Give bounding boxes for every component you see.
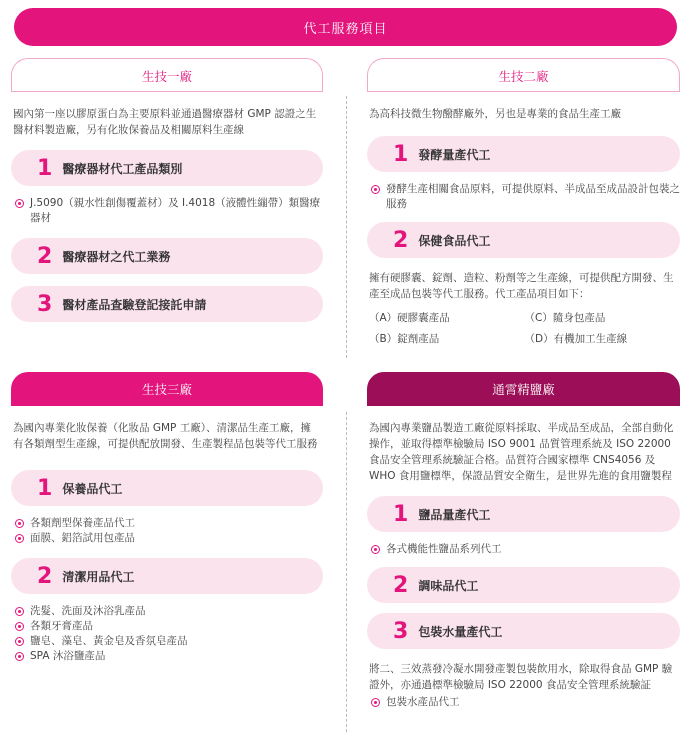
bullet-icon: [15, 622, 24, 631]
list-item: [11, 516, 323, 531]
list-item-text: 各類劑型保養產品代工: [30, 517, 135, 529]
divider: [346, 96, 347, 358]
section-intro: 為國內專業鹽品製造工廠從原料採取、半成品至成品，全部自動化操作，並取得標準檢驗局 ISO 9001 品質管理系統及 ISO 22000 食品安全管理系統驗証合格。品質符合國家標準 CNS4056 及 WHO 食用鹽標準，保證品質安全衛生，是世界先進的食用鹽製程: [369, 422, 674, 482]
bullet-icon: [15, 607, 24, 616]
item-description: 擁有硬膠囊、錠劑、造粒、粉劑等之生產線，可提供配方開發、生產至成品包裝等代工服務。代工產品項目如下：: [369, 272, 674, 300]
section-heading-label: 生技一廠: [141, 68, 192, 84]
list-item: [11, 604, 323, 619]
section-intro: 國內第一座以膠原蛋白為主要原料並通過醫療器材 GMP 認證之生醫材料製造廠，另有化妝保養品及相關原料生產線: [13, 108, 317, 136]
section-heading-label: 生技二廠: [498, 68, 549, 84]
item-number: 2: [393, 572, 409, 598]
product-item: （B）錠劑產品: [369, 333, 440, 345]
product-item: （D）有機加工生產線: [524, 333, 628, 345]
bullet-list: [367, 182, 680, 212]
page-title: 代工服務項目: [14, 8, 677, 46]
item-number: 2: [37, 243, 53, 269]
list-item-text: 各式機能性鹽品系列代工: [386, 543, 502, 555]
section-plant-3: [11, 372, 323, 664]
service-item: [367, 496, 680, 532]
bullet-list: [367, 542, 680, 557]
section-heading-label: 通霄精鹽廠: [492, 382, 555, 397]
bullet-list: [11, 516, 323, 546]
item-label: 清潔用品代工: [62, 569, 135, 584]
item-number: 1: [393, 501, 409, 527]
service-item: [11, 558, 323, 594]
item-label: 鹽品量產代工: [418, 507, 491, 522]
item-number: 3: [37, 291, 53, 317]
section-plant-1: [11, 58, 323, 322]
item-description: 將二、三效蒸發冷凝水開發產製包裝飲用水，除取得食品 GMP 驗證外，亦通過標準檢驗局 ISO 22000 食品安全管理系統驗証: [369, 663, 673, 691]
item-number: 1: [393, 141, 409, 167]
service-item: [11, 238, 323, 274]
section-salt-plant: [367, 372, 680, 710]
product-item: （A）硬膠囊產品: [369, 312, 450, 324]
bullet-icon: [15, 534, 24, 543]
list-item-text: 洗髮、洗面及沐浴乳產品: [30, 605, 146, 617]
list-item: [367, 182, 680, 212]
list-item: [11, 531, 323, 546]
section-intro: 為高科技微生物醱酵廠外，另也是專業的食品生產工廠: [369, 108, 621, 120]
section-plant-2: [367, 58, 680, 346]
list-item: [11, 196, 323, 226]
item-number: 3: [393, 618, 409, 644]
section-intro: 為國內專業化妝保養（化妝品 GMP 工廠）、清潔品生產工廠，擁有各類劑型生產線，可提供配放開發、生產製程品包裝等代工服務: [13, 422, 318, 450]
list-item-text: 包裝水產品代工: [386, 696, 460, 708]
service-item: [367, 222, 680, 258]
service-item: [11, 286, 323, 322]
section-heading-plant-2: [367, 58, 680, 92]
item-label: 包裝水量產代工: [418, 624, 503, 639]
list-item: [367, 542, 680, 557]
item-label: 保健食品代工: [418, 233, 491, 248]
item-number: 1: [37, 475, 53, 501]
item-label: 保養品代工: [62, 481, 123, 496]
service-item: [11, 150, 323, 186]
product-list: [367, 310, 680, 346]
item-number: 1: [37, 155, 53, 181]
item-number: 2: [393, 227, 409, 253]
list-item-text: 各類牙膏產品: [30, 620, 93, 632]
list-item-text: 發酵生產相關食品原料，可提供原料、半成品至成品設計包裝之服務: [386, 183, 680, 210]
bullet-list: [11, 604, 323, 664]
section-heading-salt-plant: [367, 372, 680, 406]
bullet-icon: [15, 637, 24, 646]
item-label: 醫療器材之代工業務: [62, 249, 171, 264]
product-item: （C）隨身包產品: [524, 312, 606, 324]
service-item: [367, 136, 680, 172]
list-item-text: SPA 沐浴鹽產品: [30, 650, 106, 662]
list-item-text: 面膜、鋁箔試用包產品: [30, 532, 135, 544]
list-item: [367, 695, 680, 710]
item-label: 醫療器材代工產品類別: [62, 161, 183, 176]
item-label: 發酵量產代工: [418, 147, 491, 162]
list-item: [11, 619, 323, 634]
list-item: [11, 649, 323, 664]
section-heading-plant-3: [11, 372, 323, 406]
list-item-text: J.5090（親水性創傷覆蓋材）及 I.4018（液體性繃帶）類醫療器材: [30, 197, 321, 224]
bullet-icon: [371, 545, 380, 554]
item-label: 醫材產品查驗登記接託申請: [62, 297, 207, 312]
section-heading-plant-1: [11, 58, 323, 92]
item-label: 調味品代工: [418, 578, 479, 593]
list-item-text: 鹽皂、藻皂、黃金皂及香氛皂產品: [30, 635, 188, 647]
bullet-icon: [371, 698, 380, 707]
bullet-icon: [15, 199, 24, 208]
bullet-icon: [371, 185, 380, 194]
bullet-list: [11, 196, 323, 226]
service-item: [367, 613, 680, 649]
bullet-icon: [15, 652, 24, 661]
divider: [346, 412, 347, 732]
item-number: 2: [37, 563, 53, 589]
service-item: [11, 470, 323, 506]
service-item: [367, 567, 680, 603]
bullet-list: [367, 695, 680, 710]
section-heading-label: 生技三廠: [141, 382, 192, 397]
list-item: [11, 634, 323, 649]
bullet-icon: [15, 519, 24, 528]
